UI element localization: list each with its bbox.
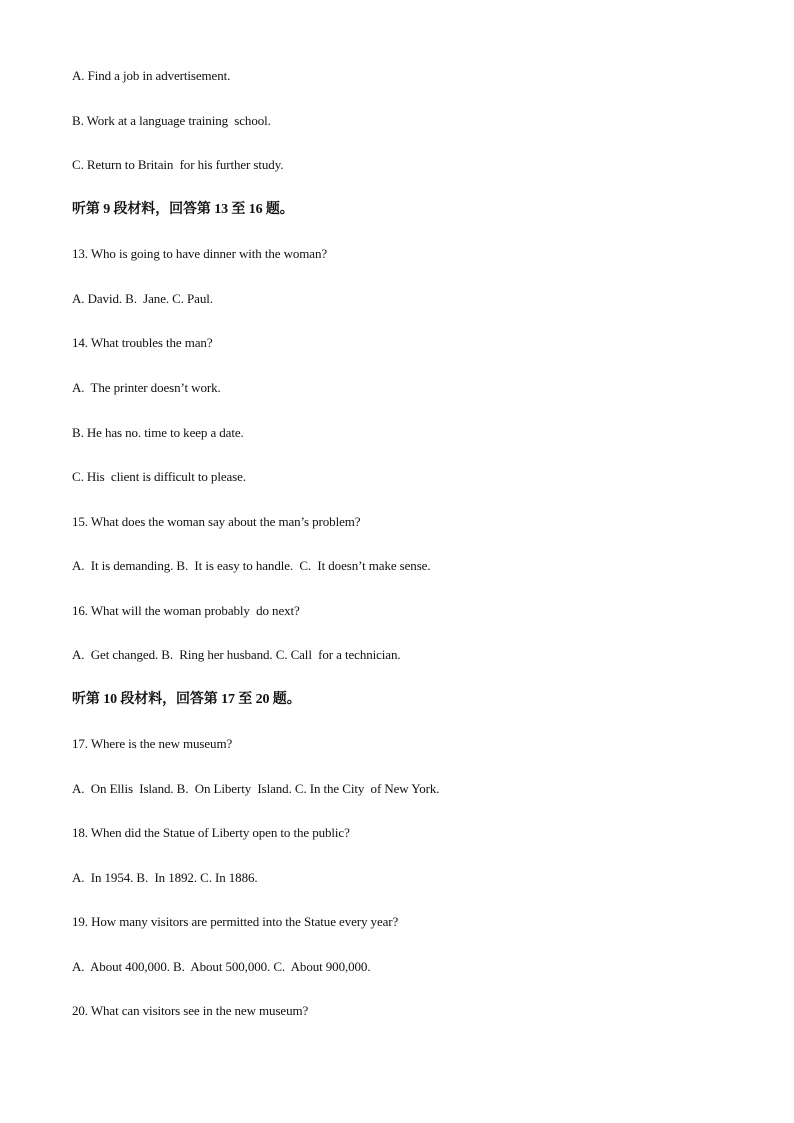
question-13: 13. Who is going to have dinner with the woman? [72, 246, 328, 261]
section-heading-10: 听第 10 段材料，回答第 17 至 20 题。 [72, 692, 301, 707]
options-13: A. David. B. Jane. C. Paul. [72, 291, 213, 306]
options-16: A. Get changed. B. Ring her husband. C. Call for a technician. [72, 647, 401, 662]
question-16: 16. What will the woman probably do next? [72, 603, 300, 618]
options-19: A. About 400,000. B. About 500,000. C. About 900,000. [72, 959, 371, 974]
option-c-return-britain: C. Return to Britain for his further study. [72, 157, 284, 172]
question-20: 20. What can visitors see in the new museum? [72, 1003, 309, 1018]
options-15: A. It is demanding. B. It is easy to handle. C. It doesn’t make sense. [72, 558, 431, 573]
question-14: 14. What troubles the man? [72, 335, 213, 350]
option-a-job-advertisement: A. Find a job in advertisement. [72, 68, 231, 83]
question-17: 17. Where is the new museum? [72, 736, 233, 751]
options-17: A. On Ellis Island. B. On Liberty Island. C. In the City of New York. [72, 781, 440, 796]
option-b-language-school: B. Work at a language training school. [72, 113, 271, 128]
options-18: A. In 1954. B. In 1892. C. In 1886. [72, 870, 258, 885]
question-18: 18. When did the Statue of Liberty open to the public? [72, 825, 350, 840]
question-15: 15. What does the woman say about the man’s problem? [72, 514, 361, 529]
option-14-a: A. The printer doesn’t work. [72, 380, 221, 395]
option-14-c: C. His client is difficult to please. [72, 469, 246, 484]
question-19: 19. How many visitors are permitted into the Statue every year? [72, 914, 399, 929]
option-14-b: B. He has no. time to keep a date. [72, 425, 244, 440]
section-heading-9: 听第 9 段材料，回答第 13 至 16 题。 [72, 202, 294, 217]
